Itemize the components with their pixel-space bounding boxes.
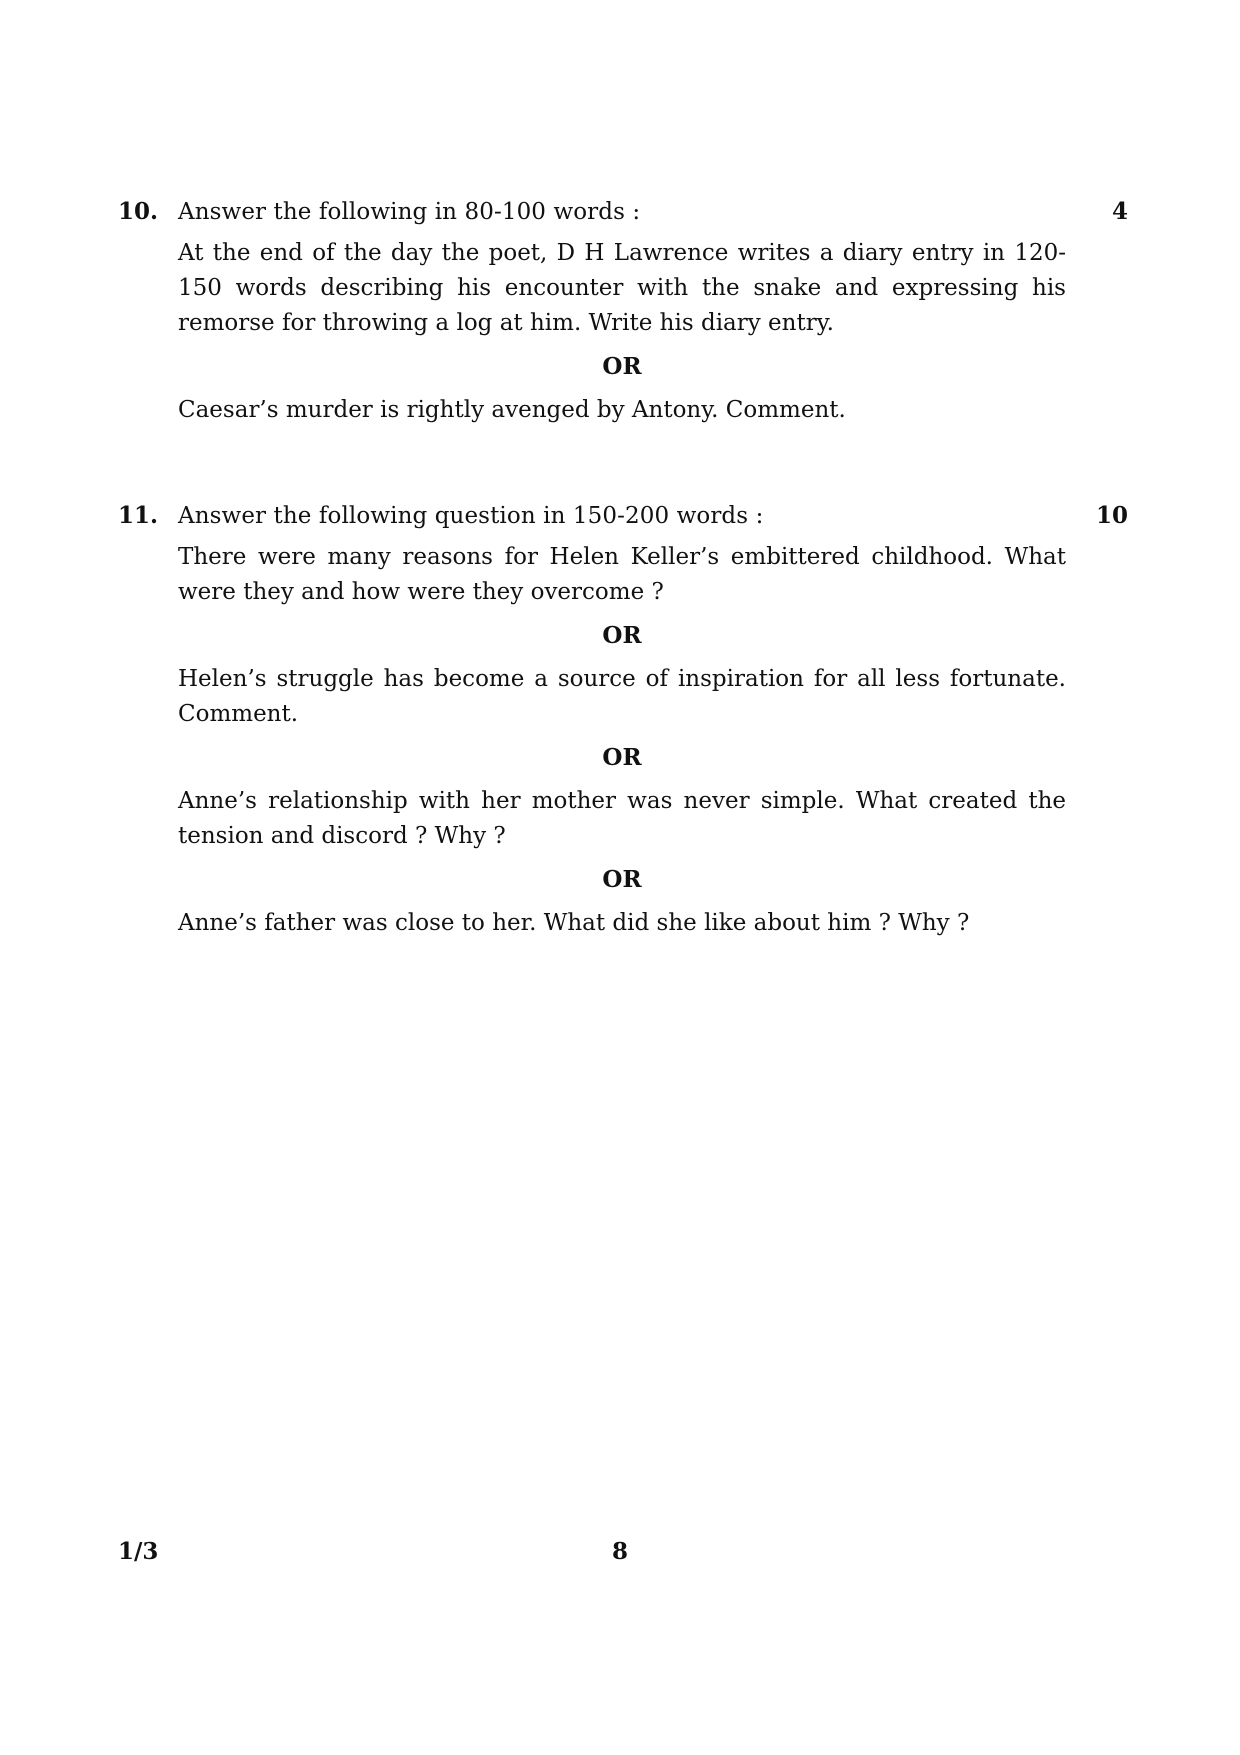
question-text: There were many reasons for Helen Keller’s embittered childhood. What were they and how were they overcome ? bbox=[178, 544, 1066, 605]
question-header bbox=[118, 196, 1128, 236]
question-header bbox=[118, 500, 1128, 540]
question-10 bbox=[118, 196, 1128, 428]
question-instruction: Answer the following in 80-100 words : bbox=[178, 199, 641, 225]
or-separator: OR bbox=[602, 866, 642, 893]
question-text-alternative: Caesar’s murder is rightly avenged by Antony. Comment. bbox=[178, 397, 846, 423]
question-text-alternative: Anne’s father was close to her. What did she like about him ? Why ? bbox=[178, 910, 970, 936]
question-text-alternative: Anne’s relationship with her mother was never simple. What created the tension and discord ? Why ? bbox=[178, 788, 1066, 849]
question-11 bbox=[118, 500, 1128, 941]
page-number: 8 bbox=[611, 1538, 628, 1565]
or-separator: OR bbox=[602, 744, 642, 771]
question-number: 10. bbox=[118, 198, 159, 225]
question-marks: 10 bbox=[1095, 502, 1128, 529]
or-separator: OR bbox=[602, 353, 642, 380]
paper-code: 1/3 bbox=[118, 1538, 159, 1565]
question-number: 11. bbox=[118, 502, 159, 529]
question-text: At the end of the day the poet, D H Lawrence writes a diary entry in 120-150 words describing his encounter with the snake and expressing his remorse for throwing a log at him. Write his diary entry. bbox=[178, 240, 1066, 336]
question-marks: 4 bbox=[1111, 198, 1128, 225]
question-text-alternative: Helen’s struggle has become a source of inspiration for all less fortunate. Comment. bbox=[178, 666, 1066, 727]
or-separator: OR bbox=[602, 622, 642, 649]
question-instruction: Answer the following question in 150-200 words : bbox=[178, 503, 764, 529]
